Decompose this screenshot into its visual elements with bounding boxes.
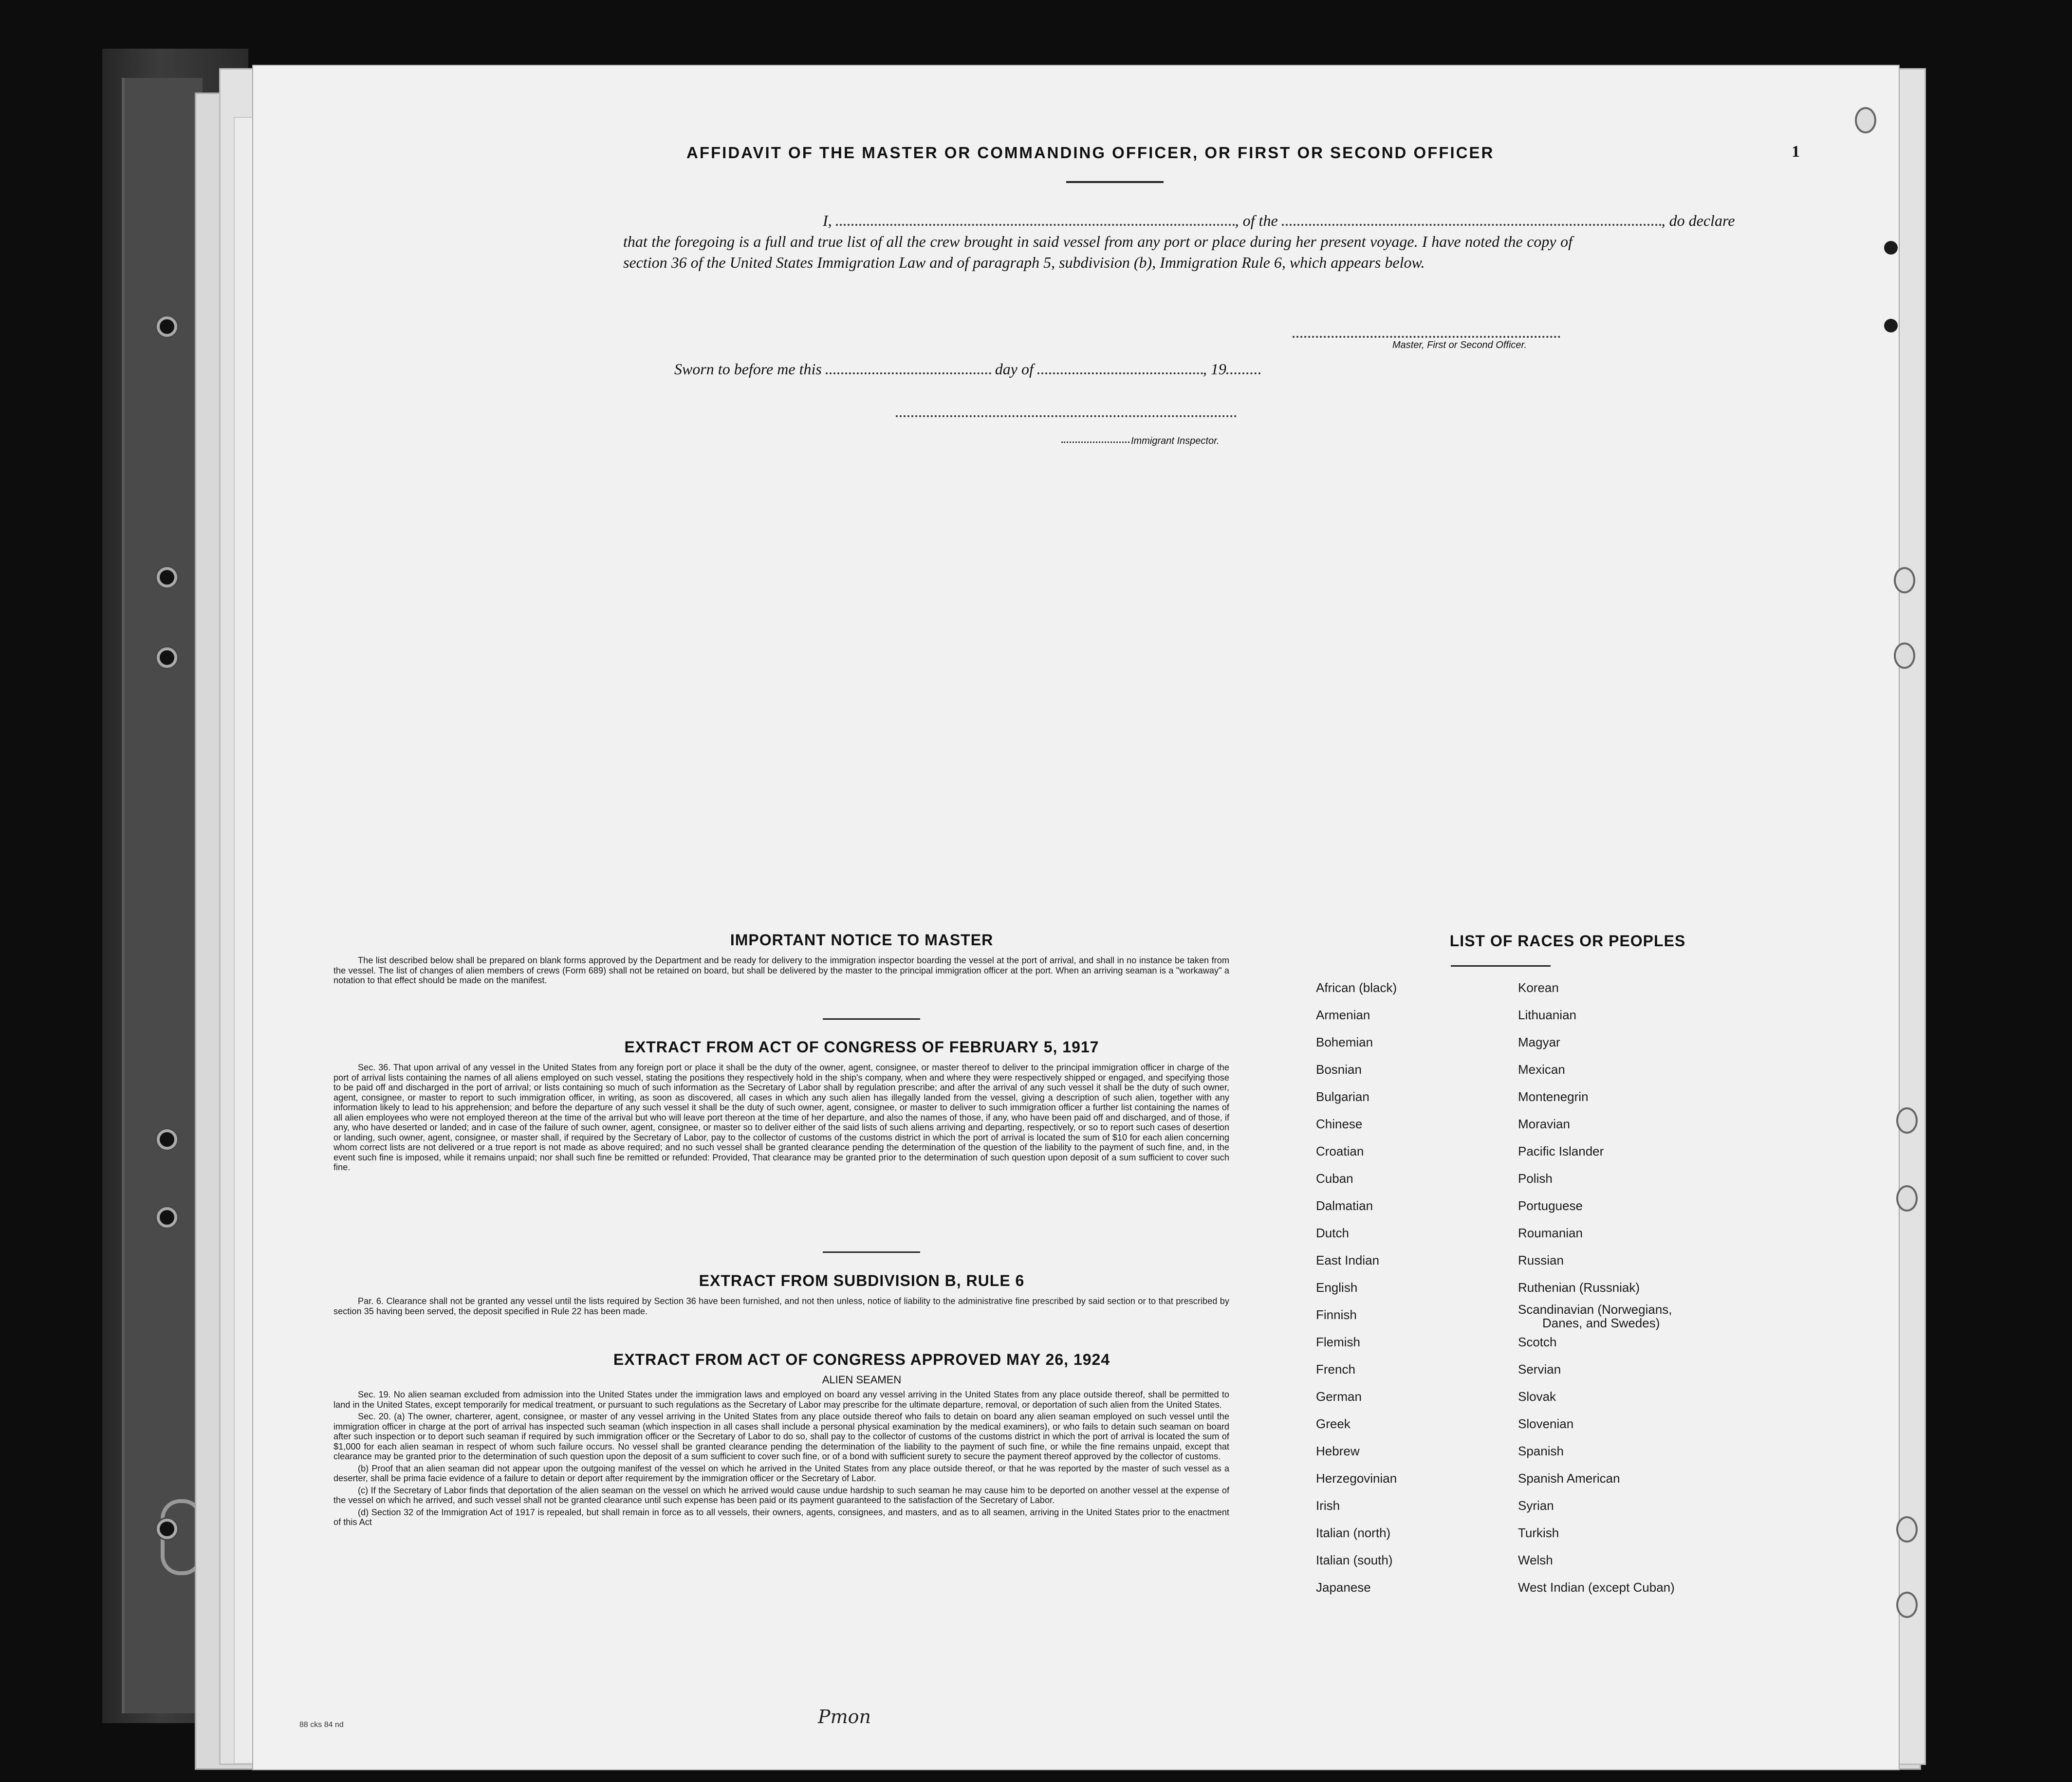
race-item: Armenian [1316,1008,1370,1022]
declaration-line [823,212,1735,230]
section-20a-paragraph: Sec. 20. (a) The owner, charterer, agent, consignee, or master of any vessel arriving in the United States from any place outside thereof who fails to detain on board any alien seaman employed on such vessel until the immigration officer in charge at the port of arrival has inspected such seaman (which inspection in all cases shall include a personal physical examination by the medical examiners), or who fails to detain such seaman on board after such inspection or to deport such seaman if required by such immigration officer or the Secretary of Labor to do so, shall pay to the collector of customs of the customs district in which the port of arrival is located the sum of $1,000 for each alien seaman in respect of whom such failure occurs. No vessel shall be granted clearance pending the determination of the liability to the payment of such fine, or while the fine remains unpaid, except that clearance may be granted prior to the determination of such question upon the deposit of a sum sufficient to cover such fine, or of a bond with sufficient surety to secure the payment thereof approved by the collector of customs. [333,1412,1229,1461]
sworn-year-field [1226,372,1260,374]
race-item: Croatian [1316,1144,1364,1158]
affidavit-body: that the foregoing is a full and true list of all the crew brought in said vessel from any port or place during her present voyage. I have noted the copy of section 36 of the United States Immigration Law and of paragraph 5, subdivision (b), Immigration Rule 6, which appears below. [623,233,1572,271]
race-item: Chinese [1316,1117,1363,1131]
notice-title: IMPORTANT NOTICE TO MASTER [730,931,994,949]
sworn-month-field [1037,372,1203,374]
race-item: Bosnian [1316,1062,1362,1077]
race-item: Pacific Islander [1518,1144,1604,1158]
race-item: Cuban [1316,1171,1353,1186]
race-item: German [1316,1389,1362,1404]
race-item: Lithuanian [1518,1008,1576,1022]
sworn-line [674,360,1260,378]
extract-1917-title: EXTRACT FROM ACT OF CONGRESS OF FEBRUARY 5, 1917 [624,1038,1099,1056]
binder-hole [157,1129,177,1150]
binder-hole [157,567,177,588]
race-item: Greek [1316,1416,1350,1431]
sworn-label: Sworn to before me this [674,360,822,378]
affidavit-title: AFFIDAVIT OF THE MASTER OR COMMANDING OFFICER, OR FIRST OR SECOND OFFICER [686,144,1495,162]
extract-1917-text [333,1063,1229,1175]
race-item: Polish [1518,1171,1553,1186]
race-item: Hebrew [1316,1444,1360,1458]
races-title: LIST OF RACES OR PEOPLES [1449,932,1686,950]
race-item: Irish [1316,1498,1340,1513]
master-signature-label: Master, First or Second Officer. [1392,340,1527,350]
race-item: Turkish [1518,1525,1559,1540]
notice-paragraph: The list described below shall be prepared on blank forms approved by the Department and be ready for delivery to the immigration inspector boarding the vessel at the port of arrival, and shall in no instance be taken from the vessel. The list of changes of alien members of crews (Form 689) shall not be retained on board, but shall be delivered by the master to the principal immigration officer at the port. When an arriving seaman is a "workaway" a notation to that effect should be made on the manifest. [333,955,1229,985]
declarant-label: I, [823,212,832,229]
page-punch-hole [1896,1107,1918,1134]
page-punch-hole [1896,1592,1918,1618]
page-punch-hole [1894,643,1915,669]
race-item: Syrian [1518,1498,1554,1513]
inspector-dots [1061,441,1129,443]
race-item: Welsh [1518,1553,1553,1567]
race-item: Bohemian [1316,1035,1373,1049]
section-36-paragraph: Sec. 36. That upon arrival of any vessel in the United States from any foreign port or place it shall be the duty of the owner, agent, consignee, or master thereof to deliver to the principal immigration officer in charge of the port of arrival lists containing the names of all aliens employed on such vessel, stating the positions they respectively hold in the ship's company, when and where they were respectively shipped or engaged, and specifying those to be paid off and discharged in the port of arrival; or lists containing so much of such information as the Secretary of Labor shall by regulation prescribe; and after the arrival of any such vessel it shall be the duty of such owner, agent, consignee, or master to report to such immigration officer, in writing, as soon as discovered, all cases in which any such alien has illegally landed from the vessel, giving a description of such alien, together with any information likely to lead to his apprehension; and before the departure of any such vessel it shall be the duty of such owner, agent, consignee, or master to deliver to such immigration officer a further list containing the names of all alien employees who were not employed thereon at the time of the arrival but who will leave port thereon at the time of her departure, and also the names of those, if any, who have been paid off and discharged, and of those, if any, who have deserted or landed; and in case of the failure of such owner, agent, consignee, or master so to deliver either of the said lists of such aliens arriving and departing, respectively, or so to report such cases of desertion or landing, such owner, agent, consignee, or master shall, if required by the Secretary of Labor, pay to the collector of customs of the customs district in which the port of arrival is located the sum of $10 for each alien concerning whom correct lists are not delivered or a true report is not made as above required; and no such vessel shall be granted clearance pending the determination of the question of the liability to the payment of such fine, and, in the event such fine is imposed, while it remains unpaid; nor shall such fine be remitted or refunded: Provided, That clearance may be granted prior to the determination of such question upon deposit of a sum sufficient to cover such fine. [333,1063,1229,1172]
race-item: Dalmatian [1316,1198,1373,1213]
race-item: Servian [1518,1362,1561,1377]
race-item: Montenegrin [1518,1089,1589,1104]
page-punch-hole [1896,1516,1918,1543]
race-item: Slovenian [1518,1416,1574,1431]
section-19-paragraph: Sec. 19. No alien seaman excluded from admission into the United States under the immigration laws and employed on board any vessel arriving in the United States from any place outside thereof, shall be permitted to land in the United States, except temporarily for medical treatment, or pursuant to such regulations as the Secretary of Labor may prescribe for the ultimate departure, removal, or deportation of such alien from the United States. [333,1390,1229,1410]
binder-hole [157,1519,177,1539]
sworn-day-field [826,372,991,374]
declarant-name-field [836,224,1235,226]
page-punch-hole [1884,241,1898,255]
race-item: Roumanian [1518,1226,1583,1240]
form-code: 88 cks 84 nd [299,1721,344,1729]
race-item: Slovak [1518,1389,1556,1404]
race-item: Russian [1518,1253,1564,1268]
race-item: West Indian (except Cuban) [1518,1580,1675,1595]
extract-1924-text [333,1390,1229,1529]
binder-hole [157,1207,177,1228]
divider [1066,181,1164,183]
year-label: , 19 [1202,360,1226,378]
of-the-label: , of the [1235,212,1278,229]
divider [823,1018,920,1020]
page-punch-hole [1884,319,1898,332]
race-item: Bulgarian [1316,1089,1369,1104]
race-item: Mexican [1518,1062,1565,1077]
race-item: Danes, and Swedes) [1542,1316,1660,1330]
race-item: Italian (north) [1316,1525,1391,1540]
race-item: Japanese [1316,1580,1371,1595]
section-20b-paragraph: (b) Proof that an alien seaman did not appear upon the outgoing manifest of the vessel on which he arrived in the United States from any place outside thereof, or that he was reported by the master of such vessel as a deserter, shall be prima facie evidence of a failure to detain or deport after requirement by the immigration officer or the Secretary of Labor. [333,1463,1229,1483]
page-punch-hole [1894,567,1915,593]
page-number: 1 [1792,143,1800,161]
race-item: Dutch [1316,1226,1349,1240]
race-item: East Indian [1316,1253,1380,1268]
inspector-signature-field [896,415,1237,417]
race-item: Spanish [1518,1444,1564,1458]
master-signature-field [1293,336,1560,338]
race-item: Scandinavian (Norwegians, [1518,1302,1672,1317]
race-item: Moravian [1518,1117,1570,1131]
divider [823,1251,920,1253]
race-item: English [1316,1280,1358,1295]
binder-hole [157,647,177,668]
race-item: Ruthenian (Russniak) [1518,1280,1640,1295]
race-item: Magyar [1518,1035,1560,1049]
inspector-label: Immigrant Inspector. [1131,436,1220,446]
extract-rule6-text [333,1296,1229,1318]
divider [1451,965,1551,967]
race-item: Portuguese [1518,1198,1583,1213]
page-punch-hole [1896,1185,1918,1212]
race-item: African (black) [1316,980,1397,995]
race-item: Korean [1518,980,1559,995]
race-item: Spanish American [1518,1471,1620,1486]
race-item: Flemish [1316,1335,1361,1349]
section-20d-paragraph: (d) Section 32 of the Immigration Act of 1917 is repealed, but shall remain in force as to all vessels, their owners, agents, consignees, and masters, and as to all seamen, arriving in the United States prior to the enactment of this Act [333,1507,1229,1527]
notice-text [333,955,1229,988]
day-of-label: day of [995,360,1034,378]
declare-label: , do declare [1661,212,1735,229]
race-item: Herzegovinian [1316,1471,1397,1486]
race-item: Finnish [1316,1307,1357,1322]
vessel-name-field [1282,224,1662,226]
extract-rule6-title: EXTRACT FROM SUBDIVISION B, RULE 6 [699,1272,1025,1289]
race-item: Scotch [1518,1335,1557,1349]
binder-hole [157,316,177,337]
race-item: Italian (south) [1316,1553,1393,1567]
document-page [253,66,1899,1769]
race-item: French [1316,1362,1355,1377]
section-20c-paragraph: (c) If the Secretary of Labor finds that deportation of the alien seaman on the vessel on which he arrived would cause undue hardship to such seaman he may cause him to be deported on another vessel at the expense of the vessel on which he arrived, and such vessel shall not be granted clearance until such expense has been paid or its payment guaranteed to the satisfaction of the Secretary of Labor. [333,1485,1229,1505]
extract-1924-title: EXTRACT FROM ACT OF CONGRESS APPROVED MAY 26, 1924 [613,1351,1110,1368]
handwritten-mark: Pmon [818,1706,871,1727]
page-punch-hole [1855,107,1876,133]
paragraph-6: Par. 6. Clearance shall not be granted any vessel until the lists required by Section 36 have been furnished, and not then unless, notice of liability to the administrative fine prescribed by said section or to that prescribed by section 35 having been served, the deposit specified in Rule 22 has been made. [333,1296,1229,1316]
alien-seamen-subtitle: ALIEN SEAMEN [822,1374,902,1386]
